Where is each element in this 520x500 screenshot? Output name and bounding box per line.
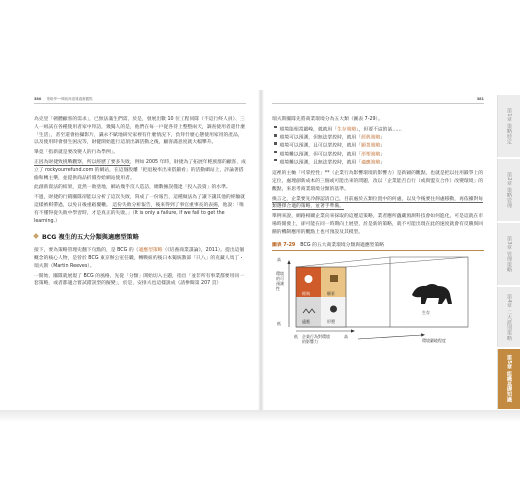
x-axis-arrow-icon [351, 330, 355, 333]
text: 不過，財捷的行銷團隊卻能以分析了這次失敗，寫成了一份報告，這種做法為了讓下讓其他的經驗就這樣被棋帶過，以免日後重蹈覆轍。 [34, 195, 246, 208]
highlight-term: 適應策略 [361, 160, 381, 166]
highlight-term: 願景策略 [361, 143, 381, 149]
text: 」，但要不這的話…… [356, 127, 402, 133]
shape-icon [330, 306, 337, 313]
text: 環境能相當嚴峻，就就用「 [279, 127, 338, 133]
bullet-icon [274, 159, 277, 162]
figure-caption-bar [272, 242, 484, 251]
section-heading-text: BCG 複生的五大分類與適應型策略 [42, 234, 139, 242]
severity-label: 環境嚴峻程度 [422, 338, 446, 344]
text: ，例如 2005 年時，財捷為了拓展年輕族群的顧客，成立了 rockyourrefund.com 的網站，在這個股離「把退稅率出來搭鍛看」的活動網站上，評論著搭偷和轉主樂，並提供商品折價券給網站使用者。 [34, 159, 246, 181]
paragraph [34, 194, 246, 225]
paragraph: 這裡的主軸「可掌控性」**（企業行為影響環境的影響力）是新穎的觀點，也就是把以往用鍛爭上的定位，處理創新成本的三個或可能出來的問題，改以「企業能否自行（或與盟友合作）改變環境」的觀點，來思考商業環境分類的基準。 [272, 171, 484, 192]
text: 環境難以預測，且無法掌控時，就用「 [279, 160, 362, 166]
left-header-rule [34, 103, 246, 104]
x-axis-label: 企業行為對環境的影響力 [302, 334, 330, 345]
survival-label: 生存 [422, 310, 430, 316]
y-axis-arrow-icon [287, 260, 290, 264]
right-running-head [473, 97, 484, 101]
chapter-tabs [497, 95, 520, 410]
right-header-rule [272, 103, 484, 104]
chapter-tab[interactable]: 第3章 管理策略 [497, 223, 520, 285]
book-gutter [258, 90, 264, 410]
severity-axis-arrow-icon [421, 334, 425, 337]
perspective-line [296, 257, 390, 267]
list-item [272, 126, 484, 134]
text: （《培養商業謀論》，2011）。提出這個概念的核心人物，是曾於 BCG 東京辦公室任職，轉戰紐約後日本獨統教部「只八」的克藏人馬丁・瑞夫斯（Martin Reeves）。 [34, 248, 245, 269]
bcg-environment-diagram [272, 255, 484, 351]
text: 」 [380, 143, 386, 149]
bullet-icon [274, 151, 277, 154]
underlined-text: 這份失敗分析報告，後來得到了事官重事長的表揚 [112, 202, 218, 208]
bullet-icon [274, 142, 277, 145]
paragraph: 一開始，團隊就展現了 BCG 的風格，先從「分類」開始切入主題，指出「並非所有事業都要用同一套策略，或者都適合嘗試錯誤型的擬變」，於是，安排夫也這樣說成（請參閱第 207 頁） [34, 273, 244, 287]
classic-icon [305, 275, 313, 283]
text: ，他說：「唯有不懂得從失敗中學習時，才是真正的失敗。」（It is only a failure, if we fail to get the learning.） [34, 202, 245, 224]
text: 接下，要為策略管理史翻下句點的，是 BCG 的（ [34, 248, 139, 254]
text: 環境可以預測，且可以掌控時，就用「 [279, 143, 362, 149]
vision-label: 願景 [327, 291, 335, 297]
chapter-tab-active[interactable]: 第5章 組織基礎知識 [497, 349, 520, 409]
y-axis-label: 環境的可預測性 [276, 271, 284, 292]
chapter-tab[interactable]: 第2章 策略管理 [497, 159, 520, 221]
figure-title: BCG 的五大商業環境分類與適應型策略 [300, 243, 385, 249]
paragraph: 為克里「韌體顧客的需求」，已無法滿生們需，於是，發展出數 10 位工程同隊（不這行終人員）、三人一組試在各種使用者家中拜訪，幾獨人的是，他們在每一戶從各待上整整兩天，調查使用者還什麼「生活」，甚至還會拍攝影片，識永不賦地研究家裡有什麼情況下，負拜什麼心態使用家用的產品，以及使用時會發生困況等，財健開始進行這項出調活動之後，顧客滿意度就大幅攀升。 [34, 117, 246, 146]
text: 環境難以預測，但可以掌控時，就用「 [279, 152, 362, 158]
figure-number: 圖表 7-29 [272, 243, 296, 249]
text: 」 [380, 152, 386, 158]
left-page-text [34, 116, 246, 290]
y-axis-low-label: 低 [277, 321, 281, 327]
list-item [272, 134, 484, 142]
vision-icon [330, 275, 338, 282]
list-item [272, 159, 484, 167]
paragraph: 瑞夫斯團隊先將商業環境分為五大類（圖表 7-29）。 [272, 117, 383, 122]
text: 」 [380, 160, 386, 166]
paragraph [34, 247, 246, 270]
highlight-term: 適應型策略 [138, 248, 163, 254]
x-axis-high-label: 高 [344, 334, 348, 340]
left-page-number: 380 [34, 97, 42, 101]
x-axis-low-label: 低 [294, 334, 298, 340]
chapter-tab[interactable]: 第4章 二大派別策略 [497, 287, 520, 347]
list-item [272, 151, 484, 159]
bullet-icon [274, 134, 277, 137]
list-item [272, 142, 484, 150]
section-heading [34, 234, 246, 242]
diamond-bullet-icon [33, 234, 39, 240]
strategy-list [272, 126, 484, 167]
left-page-title: 策略學──傳統與複雜適應觀點 [46, 97, 93, 101]
paragraph: 舉例來說，網路相關企業向來採取的這歷這策略，業者應所蘊藏預測科技會如何進化，可是這就在市場時開發上，卻可能在同一時期向上展望，於是新的策略，就不可能出現在此的速度就會有反饋與回饋的機制應用的觀點上也可預設及其模型。 [272, 214, 484, 235]
left-running-head [34, 97, 93, 102]
highlight-term: 經典策略 [361, 135, 381, 141]
underlined-text: 正因為財捷致挑戰觀察，所以經歷了要多失敗 [34, 159, 130, 165]
highlight-term: 生存策略 [337, 127, 357, 133]
adapt-label: 適應 [302, 319, 310, 325]
y-axis-high-label: 高 [277, 257, 281, 263]
paragraph: 此創新資法的結果，竟然一敗塗地，網站幾乎沒人造訪，總數擁誤僅達「投入設資」的水準。 [34, 185, 231, 191]
chapter-tab[interactable]: 第1章 策略特定 [497, 95, 520, 157]
right-page-text [272, 116, 484, 351]
paragraph [34, 159, 246, 182]
severity-axis [358, 335, 422, 339]
shape-label: 形塑 [327, 319, 335, 325]
text: 環境可以預測，但無法掌控時，就用「 [279, 135, 362, 141]
bullet-icon [274, 126, 277, 129]
paragraph [272, 196, 484, 212]
paragraph: 畢竟「指新就是要改變人的行為學例」。 [34, 150, 118, 156]
text: 」 [380, 135, 386, 141]
highlight-term: 形塑策略 [361, 152, 381, 158]
page-shadow [0, 410, 520, 422]
classic-label: 經典 [302, 291, 310, 297]
right-page-number: 381 [476, 97, 484, 101]
underlined-text: 換言之，企業要先冷靜認清自己，目前處於五類位置中的何處，以及今後要往何處移動，再依據對每類選擇合適的策略，並著手準備。 [272, 196, 484, 210]
